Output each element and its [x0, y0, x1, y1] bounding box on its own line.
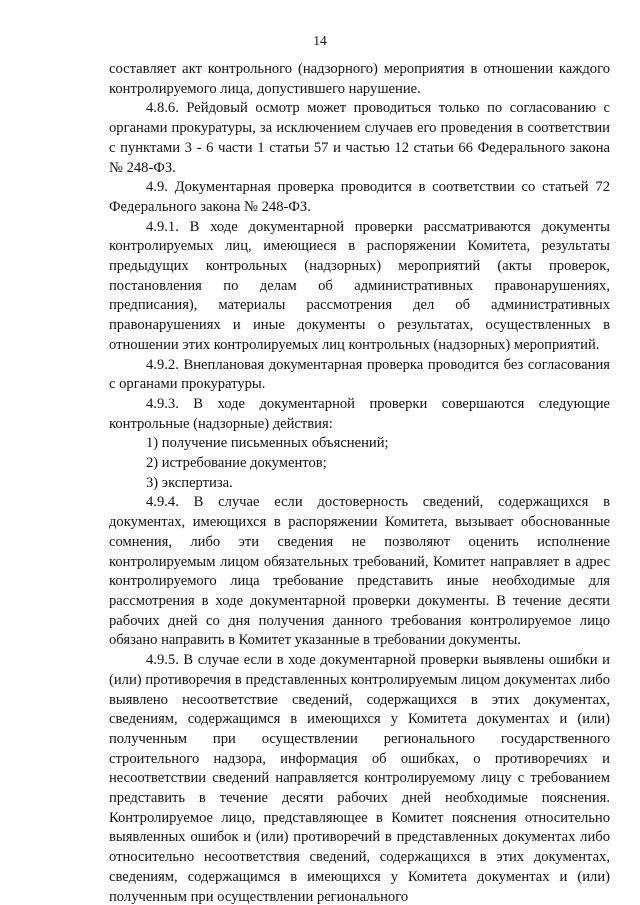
paragraph-4-9-3: 4.9.3. В ходе документарной проверки совершаются следующие контрольные (надзорные) действия:	[109, 395, 610, 432]
list-item: 1) получение письменных объяснений;	[146, 435, 389, 452]
paragraph-4-9-2: 4.9.2. Внеплановая документарная проверка проводится без согласования с органами прокуратуры.	[109, 356, 610, 393]
page-number: 14	[313, 33, 327, 48]
paragraph-4-9-5: 4.9.5. В случае если в ходе документарной проверки выявлены ошибки и (или) противоречия в представленных контролируемым лицом документах либо выявлено несоответствие сведений, содержащихся в этих документах, сведениям, содержащимся в имеющихся у Комитета документах и (или) полученным при осуществлении регионального государственного строительного надзора, информация об ошибках, о противоречиях и несоответствии сведений направляется контролируемому лицу с требованием представить в течение десяти рабочих дней необходимые пояснения. Контролируемое лицо, представляющее в Комитет пояснения относительно выявленных ошибок и (или) противоречий в представленных документах либо относительно несоответствия сведений, содержащихся в этих документах, сведениям, содержащимся в имеющихся у Комитета документах и (или) полученным при осуществлении регионального	[109, 652, 610, 905]
document-body	[109, 60, 610, 905]
list-item: 3) экспертиза.	[146, 474, 233, 491]
list-item: 2) истребование документов;	[146, 455, 327, 472]
paragraph: составляет акт контрольного (надзорного) мероприятия в отношении каждого контролируемого лица, допустившего нарушение.	[109, 61, 610, 97]
paragraph-4-9-4: 4.9.4. В случае если достоверность сведений, содержащихся в документах, имеющихся в распоряжении Комитета, вызывает обоснованные сомнения, либо эти сведения не позволяют оценить исполнение контролируемым лицом обязательных требований, Комитет направляет в адрес контролируемого лица требование представить иные необходимые для рассмотрения в ходе документарной проверки документы. В течение десяти рабочих дней со дня получения данного требования контролируемое лицо обязано направить в Комитет указанные в требовании документы.	[109, 494, 610, 649]
paragraph-4-9: 4.9. Документарная проверка проводится в соответствии со статьей 72 Федерального закона № 248-ФЗ.	[109, 179, 610, 215]
paragraph-4-9-1: 4.9.1. В ходе документарной проверки рассматриваются документы контролируемых лиц, имеющиеся в распоряжении Комитета, результаты предыдущих контрольных (надзорных) мероприятий (акты проверок, постановления по делам об административных правонарушениях, предписания), материалы рассмотрения дел об административных правонарушениях и иные документы о результатах, осуществленных в отношении этих контролируемых лиц контрольных (надзорных) мероприятий.	[109, 218, 610, 353]
paragraph-4-8-6: 4.8.6. Рейдовый осмотр может проводиться только по согласованию с органами прокуратуры, за исключением случаев его проведения в соответствии с пунктами 3 - 6 части 1 статьи 57 и частью 12 статьи 66 Федерального закона № 248-ФЗ.	[109, 100, 610, 176]
